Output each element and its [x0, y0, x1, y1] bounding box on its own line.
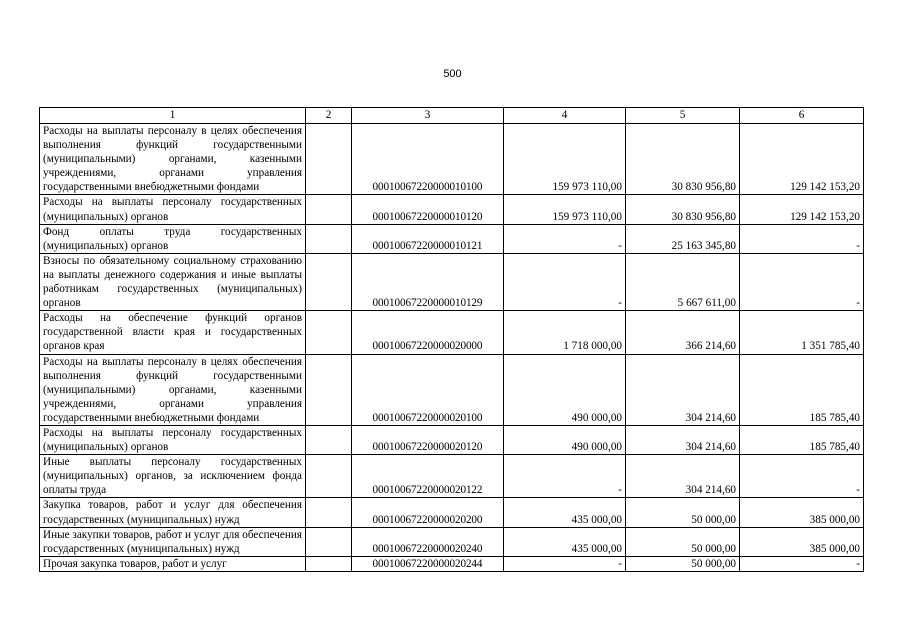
row-value-col4-cell: 1 718 000,00	[504, 311, 626, 354]
table-row	[40, 498, 864, 527]
table-header-row	[40, 108, 864, 124]
row-value-col5-cell: 30 830 956,80	[626, 195, 740, 224]
row-code-cell: 00010067220000020000	[352, 311, 504, 354]
column-header: 4	[504, 108, 626, 124]
table-row	[40, 425, 864, 454]
row-col2-cell	[306, 455, 352, 498]
row-value-col4-cell: -	[504, 224, 626, 253]
row-value-col4-cell: -	[504, 556, 626, 571]
row-col2-cell	[306, 253, 352, 310]
row-col2-cell	[306, 498, 352, 527]
row-code-cell: 00010067220000020200	[352, 498, 504, 527]
table-row	[40, 556, 864, 571]
row-value-col5-cell: 50 000,00	[626, 527, 740, 556]
budget-table	[39, 107, 864, 572]
table-row	[40, 354, 864, 425]
row-value-col4-cell: -	[504, 253, 626, 310]
row-value-col6-cell: 129 142 153,20	[740, 195, 864, 224]
row-value-col6-cell: 385 000,00	[740, 498, 864, 527]
column-header: 6	[740, 108, 864, 124]
row-value-col5-cell: 30 830 956,80	[626, 124, 740, 195]
row-value-col4-cell: 159 973 110,00	[504, 124, 626, 195]
row-name-cell: Закупка товаров, работ и услуг для обеспечения государственных (муниципальных) нужд	[40, 498, 306, 527]
row-col2-cell	[306, 124, 352, 195]
row-value-col5-cell: 25 163 345,80	[626, 224, 740, 253]
row-code-cell: 00010067220000010121	[352, 224, 504, 253]
row-value-col6-cell: -	[740, 253, 864, 310]
row-value-col6-cell: 1 351 785,40	[740, 311, 864, 354]
row-name-cell: Расходы на выплаты персоналу в целях обеспечения выполнения функций государственными (муниципальными) органами, казенными учреждениями, органами управления государственными внебюджетными фондами	[40, 354, 306, 425]
row-col2-cell	[306, 425, 352, 454]
row-value-col6-cell: 185 785,40	[740, 425, 864, 454]
row-name-cell: Фонд оплаты труда государственных (муниципальных) органов	[40, 224, 306, 253]
row-value-col6-cell: -	[740, 455, 864, 498]
page-number: 500	[443, 68, 462, 80]
row-name-cell: Расходы на выплаты персоналу в целях обеспечения выполнения функций государственными (муниципальными) органами, казенными учреждениями, органами управления государственными внебюджетными фондами	[40, 124, 306, 195]
row-col2-cell	[306, 354, 352, 425]
row-name-cell: Иные закупки товаров, работ и услуг для обеспечения государственных (муниципальных) нужд	[40, 527, 306, 556]
row-code-cell: 00010067220000020122	[352, 455, 504, 498]
row-value-col6-cell: -	[740, 224, 864, 253]
row-value-col4-cell: 159 973 110,00	[504, 195, 626, 224]
table-row	[40, 224, 864, 253]
row-name-cell: Расходы на выплаты персоналу государственных (муниципальных) органов	[40, 195, 306, 224]
row-code-cell: 00010067220000020120	[352, 425, 504, 454]
row-value-col6-cell: 185 785,40	[740, 354, 864, 425]
row-col2-cell	[306, 195, 352, 224]
row-code-cell: 00010067220000020100	[352, 354, 504, 425]
row-name-cell: Расходы на выплаты персоналу государственных (муниципальных) органов	[40, 425, 306, 454]
row-code-cell: 00010067220000010100	[352, 124, 504, 195]
row-code-cell: 00010067220000020240	[352, 527, 504, 556]
row-value-col4-cell: 490 000,00	[504, 354, 626, 425]
row-value-col4-cell: 435 000,00	[504, 527, 626, 556]
row-code-cell: 00010067220000010129	[352, 253, 504, 310]
column-header: 3	[352, 108, 504, 124]
row-col2-cell	[306, 527, 352, 556]
row-col2-cell	[306, 556, 352, 571]
column-header: 2	[306, 108, 352, 124]
column-header: 5	[626, 108, 740, 124]
table-row	[40, 455, 864, 498]
column-header: 1	[40, 108, 306, 124]
row-value-col4-cell: -	[504, 455, 626, 498]
row-value-col6-cell: -	[740, 556, 864, 571]
table-row	[40, 253, 864, 310]
row-value-col5-cell: 50 000,00	[626, 556, 740, 571]
row-col2-cell	[306, 224, 352, 253]
table-row	[40, 311, 864, 354]
table-row	[40, 195, 864, 224]
row-col2-cell	[306, 311, 352, 354]
row-value-col4-cell: 435 000,00	[504, 498, 626, 527]
row-value-col6-cell: 129 142 153,20	[740, 124, 864, 195]
row-name-cell: Расходы на обеспечение функций органов государственной власти края и государственных органов края	[40, 311, 306, 354]
row-value-col6-cell: 385 000,00	[740, 527, 864, 556]
table-row	[40, 124, 864, 195]
row-value-col5-cell: 304 214,60	[626, 354, 740, 425]
row-code-cell: 00010067220000020244	[352, 556, 504, 571]
row-name-cell: Взносы по обязательному социальному страхованию на выплаты денежного содержания и иные выплаты работникам государственных (муниципальных) органов	[40, 253, 306, 310]
row-name-cell: Прочая закупка товаров, работ и услуг	[40, 556, 306, 571]
table-row	[40, 527, 864, 556]
row-name-cell: Иные выплаты персоналу государственных (муниципальных) органов, за исключением фонда оплаты труда	[40, 455, 306, 498]
row-value-col5-cell: 304 214,60	[626, 455, 740, 498]
row-value-col5-cell: 5 667 611,00	[626, 253, 740, 310]
row-value-col4-cell: 490 000,00	[504, 425, 626, 454]
row-code-cell: 00010067220000010120	[352, 195, 504, 224]
row-value-col5-cell: 304 214,60	[626, 425, 740, 454]
row-value-col5-cell: 366 214,60	[626, 311, 740, 354]
row-value-col5-cell: 50 000,00	[626, 498, 740, 527]
